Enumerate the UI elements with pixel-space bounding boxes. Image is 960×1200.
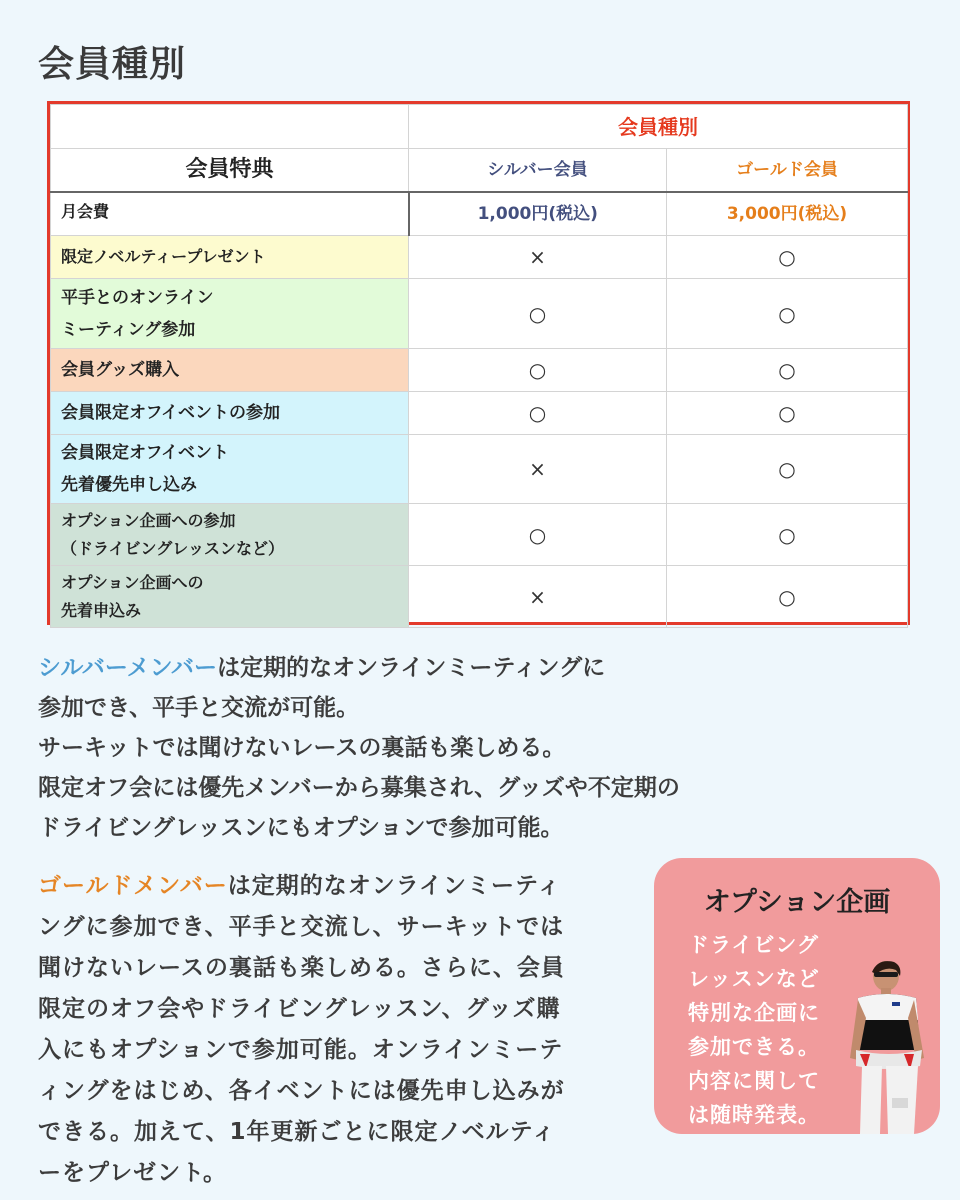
option-card-line: 内容に関して: [688, 1069, 820, 1093]
silver-header: シルバー会員: [409, 149, 667, 192]
group-header: 会員種別: [409, 105, 908, 149]
gold-value: 3,000円(税込): [667, 192, 908, 236]
table-header-row-2: [51, 149, 908, 192]
gold-line: [38, 866, 638, 907]
table-row: [51, 192, 908, 236]
page-title: 会員種別: [38, 44, 187, 85]
silver-value: ×: [409, 435, 667, 504]
row-label-line: 先着申込み: [61, 600, 142, 620]
gold-value: ○: [667, 435, 908, 504]
person-photo-icon: [848, 958, 930, 1134]
row-label: [51, 435, 409, 504]
silver-value: 1,000円(税込): [409, 192, 667, 236]
gold-value: ○: [667, 566, 908, 628]
silver-line-rest: は定期的なオンラインミーティングに: [217, 655, 606, 681]
table-row: [51, 279, 908, 349]
silver-value: ×: [409, 236, 667, 279]
row-label-line: （ドライビングレッスンなど）: [61, 538, 285, 558]
gold-value: ○: [667, 349, 908, 392]
gold-line: ィングをはじめ、各イベントには優先申し込みが: [38, 1078, 565, 1104]
row-label-line: オプション企画への参加: [61, 510, 236, 530]
row-label: 会員グッズ購入: [51, 349, 409, 392]
table-header-row-1: [51, 105, 908, 149]
row-label-line: 会員限定オフイベント: [61, 443, 229, 463]
option-card-line: レッスンなど: [688, 967, 820, 991]
row-label-line: ミーティング参加: [61, 319, 196, 340]
row-label-line: 平手とのオンライン: [61, 287, 214, 308]
silver-line: ドライビングレッスンにもオプションで参加可能。: [38, 815, 564, 841]
silver-value: ○: [409, 349, 667, 392]
table-row: [51, 236, 908, 279]
silver-line: 限定オフ会には優先メンバーから募集され、グッズや不定期の: [38, 775, 680, 801]
gold-description: [38, 866, 638, 1194]
silver-line: [38, 648, 938, 688]
silver-line: サーキットでは聞けないレースの裏話も楽しめる。: [38, 735, 566, 761]
row-label: 限定ノベルティープレゼント: [51, 236, 409, 279]
row-label-line: オプション企画への: [61, 572, 204, 592]
table-row: [51, 566, 908, 628]
row-label-line: 先着優先申し込み: [61, 475, 197, 496]
silver-description: [38, 648, 938, 848]
gold-line: 限定のオフ会やドライビングレッスン、グッズ購: [38, 996, 561, 1022]
silver-value: ×: [409, 566, 667, 628]
row-label: 月会費: [51, 192, 409, 236]
table-row: [51, 392, 908, 435]
row-label: [51, 279, 409, 349]
gold-line: ーをプレゼント。: [38, 1160, 228, 1186]
table-row: [51, 504, 908, 566]
option-card-title: オプション企画: [703, 887, 891, 918]
gold-value: ○: [667, 236, 908, 279]
silver-member-highlight: シルバーメンバー: [38, 655, 218, 681]
gold-value: ○: [667, 279, 908, 349]
table-row: [51, 349, 908, 392]
gold-header: ゴールド会員: [667, 149, 908, 192]
silver-value: ○: [409, 392, 667, 435]
option-card-line: 参加できる。: [688, 1035, 820, 1059]
gold-line: できる。加えて、1年更新ごとに限定ノベルティ: [38, 1119, 556, 1145]
silver-line: 参加でき、平手と交流が可能。: [38, 695, 360, 721]
empty-header-cell: [51, 105, 409, 149]
gold-line: 入にもオプションで参加可能。オンラインミーテ: [38, 1037, 564, 1063]
table-row: [51, 435, 908, 504]
row-label: [51, 566, 409, 628]
membership-table: [50, 104, 908, 628]
benefit-header: 会員特典: [51, 149, 409, 192]
gold-line-rest: は定期的なオンラインミーティ: [227, 873, 562, 899]
gold-member-highlight: ゴールドメンバー: [38, 873, 228, 899]
gold-line: 聞けないレースの裏話も楽しめる。さらに、会員: [38, 955, 565, 981]
silver-value: ○: [409, 279, 667, 349]
row-label: [51, 504, 409, 566]
option-card-body: [688, 928, 858, 1132]
gold-line: ングに参加でき、平手と交流し、サーキットでは: [38, 914, 565, 940]
option-card-line: は随時発表。: [688, 1103, 820, 1127]
option-card-line: 特別な企画に: [688, 1001, 820, 1025]
gold-value: ○: [667, 392, 908, 435]
membership-table-frame: [47, 101, 910, 625]
silver-value: ○: [409, 504, 667, 566]
row-label: 会員限定オフイベントの参加: [51, 392, 409, 435]
gold-value: ○: [667, 504, 908, 566]
option-card-line: ドライビング: [688, 933, 819, 957]
